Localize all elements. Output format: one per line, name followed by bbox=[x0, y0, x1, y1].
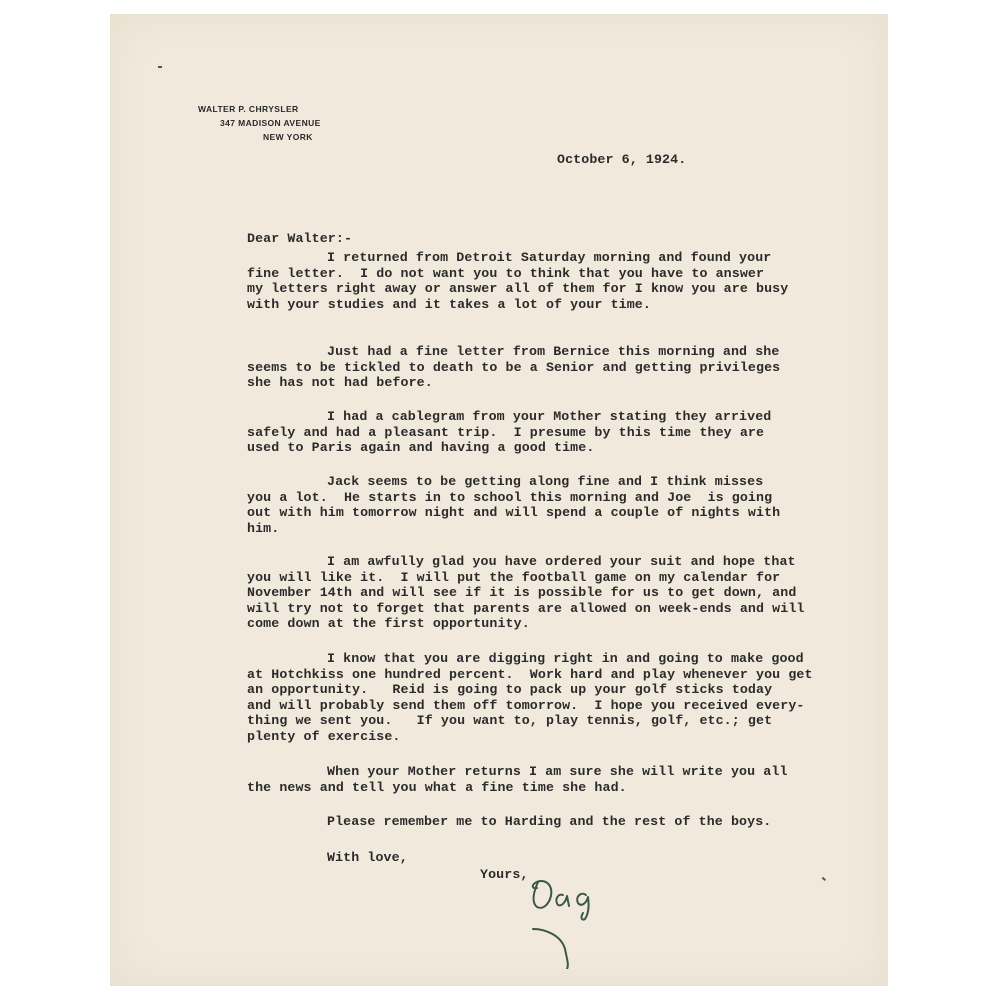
body-line: I had a cablegram from your Mother stating they arrived bbox=[327, 409, 772, 424]
letterhead-name: WALTER P. CHRYSLER bbox=[198, 104, 299, 114]
signature-stroke bbox=[533, 929, 568, 969]
body-line: plenty of exercise. bbox=[247, 728, 401, 744]
paragraph-3 bbox=[247, 409, 771, 456]
body-line: I am awfully glad you have ordered your suit and hope that bbox=[327, 554, 796, 569]
closing-with-love: With love, bbox=[327, 850, 408, 865]
body-line: you a lot. He starts in to school this morning and Joe is going bbox=[247, 489, 773, 505]
paragraph-6 bbox=[247, 651, 813, 744]
body-line: seems to be tickled to death to be a Senior and getting privileges bbox=[247, 359, 781, 375]
handwritten-signature bbox=[525, 869, 615, 969]
body-line: you will like it. I will put the football game on my calendar for bbox=[247, 569, 781, 585]
body-line: When your Mother returns I am sure she will write you all bbox=[327, 764, 788, 779]
body-line: an opportunity. Reid is going to pack up your golf sticks today bbox=[247, 682, 773, 697]
letter-date: October 6, 1924. bbox=[557, 152, 687, 167]
body-line: I returned from Detroit Saturday morning and found your bbox=[327, 250, 772, 265]
paragraph-4 bbox=[247, 474, 780, 536]
body-line: used to Paris again and having a good time. bbox=[247, 440, 595, 455]
paragraph-1 bbox=[247, 250, 788, 312]
closing-yours: Yours, bbox=[480, 867, 529, 882]
body-line: at Hotchkiss one hundred percent. Work hard and play whenever you get bbox=[247, 666, 813, 682]
letterhead-street: 347 MADISON AVENUE bbox=[220, 118, 321, 128]
salutation: Dear Walter:- bbox=[247, 231, 353, 246]
paper-speck bbox=[822, 877, 826, 881]
body-line: the news and tell you what a fine time she had. bbox=[247, 779, 627, 795]
body-line: my letters right away or answer all of them for I know you are busy bbox=[247, 281, 789, 296]
body-line: she has not had before. bbox=[247, 375, 433, 390]
body-line: out with him tomorrow night and will spend a couple of nights with bbox=[247, 505, 781, 520]
body-line: with your studies and it takes a lot of your time. bbox=[247, 296, 651, 312]
body-line: I know that you are digging right in and going to make good bbox=[327, 651, 804, 666]
paragraph-7 bbox=[247, 764, 788, 795]
paper-speck bbox=[158, 66, 162, 68]
letterhead-city: NEW YORK bbox=[263, 132, 313, 142]
body-line: and will probably send them off tomorrow. I hope you received every- bbox=[247, 697, 805, 713]
letter-paper bbox=[110, 14, 888, 986]
body-line: Jack seems to be getting along fine and I think misses bbox=[327, 474, 764, 489]
paragraph-5 bbox=[247, 554, 804, 632]
body-line: will try not to forget that parents are allowed on week-ends and will bbox=[247, 600, 805, 616]
paragraph-2 bbox=[247, 344, 780, 391]
body-line: November 14th and will see if it is possible for us to get down, and bbox=[247, 585, 797, 600]
body-line: him. bbox=[247, 520, 280, 536]
signature-stroke bbox=[577, 894, 588, 920]
body-line: Please remember me to Harding and the rest of the boys. bbox=[327, 814, 772, 829]
signature-stroke bbox=[556, 895, 569, 906]
signature-stroke bbox=[533, 881, 551, 908]
body-line: come down at the first opportunity. bbox=[247, 616, 530, 631]
body-line: Just had a fine letter from Bernice this morning and she bbox=[327, 344, 780, 359]
body-line: safely and had a pleasant trip. I presume by this time they are bbox=[247, 424, 765, 440]
body-line: fine letter. I do not want you to think that you have to answer bbox=[247, 265, 765, 281]
paragraph-8 bbox=[247, 814, 771, 830]
body-line: thing we sent you. If you want to, play tennis, golf, etc.; get bbox=[247, 713, 773, 728]
